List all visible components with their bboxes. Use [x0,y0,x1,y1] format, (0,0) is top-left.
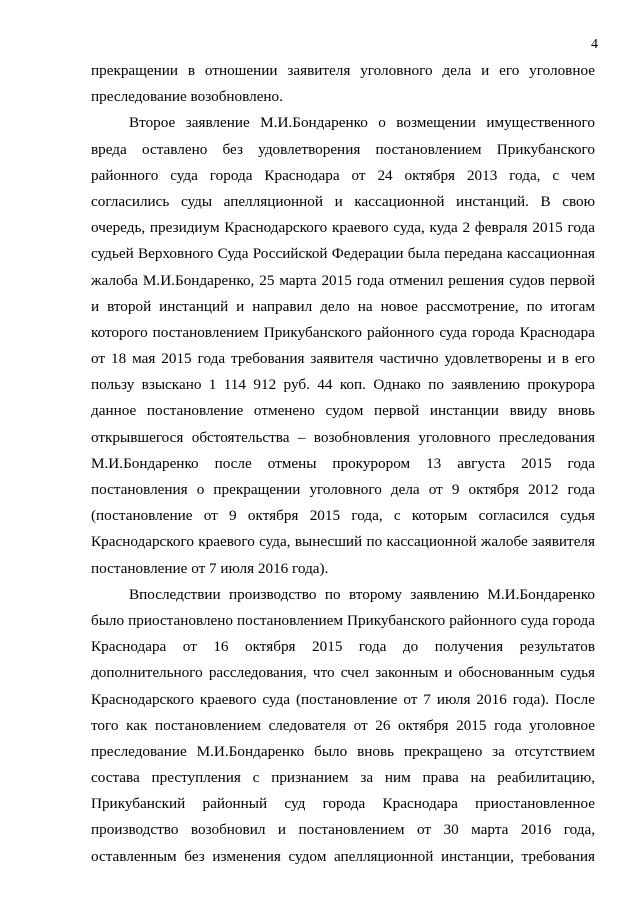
text-line: районного суда города Краснодара от 24 октября 2013 года, с чем [91,166,595,184]
document-body [91,58,595,870]
text-line: Краснодарского краевого суда, вынесший по кассационной жалобе заявителя [91,533,595,551]
text-line: производство возобновил и постановлением от 30 марта 2016 года, [91,821,595,839]
text-line: Прикубанский районный суд города Краснодара приостановленное [91,795,595,813]
text-line: открывшегося обстоятельства – возобновления уголовного преследования [91,428,595,446]
text-line: преследование М.И.Бондаренко было вновь прекращено за отсутствием [91,742,595,760]
text-line: от 18 мая 2015 года требования заявителя частично удовлетворены и в его [91,350,595,368]
paragraph-2 [91,110,595,581]
text-line: Впоследствии производство по второму заявлению М.И.Бондаренко [129,585,595,603]
text-line: постановления о прекращении уголовного дела от 9 октября 2012 года [91,481,595,498]
text-line: Краснодарского краевого суда (постановление от 7 июля 2016 года). После [91,690,595,708]
paragraph-3 [91,582,595,870]
text-line: судьей Верховного Суда Российской Федерации была передана кассационная [91,245,595,263]
text-line: преследование возобновлено. [91,88,283,106]
text-line: которого постановлением Прикубанского районного суда города Краснодара [91,323,595,341]
text-line: пользу взыскано 1 114 912 руб. 44 коп. Однако по заявлению прокурора [91,376,595,394]
paragraph-1 [91,58,595,110]
text-line: оставленным без изменения судом апелляционной инстанции, требования [91,847,595,865]
text-line: очередь, президиум Краснодарского краевого суда, куда 2 февраля 2015 года [91,219,595,237]
text-line: прекращении в отношении заявителя уголовного дела и его уголовное [91,62,595,79]
text-line: данное постановление отменено судом первой инстанции ввиду вновь [91,402,595,420]
text-line: Краснодара от 16 октября 2015 года до получения результатов [91,638,595,656]
text-line: (постановление от 9 октября 2015 года, с которым согласился судья [91,507,595,525]
text-line: согласились суды апелляционной и кассационной инстанций. В свою [91,192,595,210]
text-line: М.И.Бондаренко после отмены прокурором 13 августа 2015 года [91,454,595,472]
text-line: жалоба М.И.Бондаренко, 25 марта 2015 года отменил решения судов первой [91,271,595,289]
text-line: было приостановлено постановлением Прикубанского районного суда города [91,611,595,629]
text-line: дополнительного расследования, что счел законным и обоснованным судья [91,664,595,682]
text-line: состава преступления с признанием за ним права на реабилитацию, [91,769,595,787]
text-line: Второе заявление М.И.Бондаренко о возмещении имущественного [129,114,595,132]
text-line: того как постановлением следователя от 26 октября 2015 года уголовное [91,716,595,734]
text-line: и второй инстанций и направил дело на новое рассмотрение, по итогам [91,297,595,315]
page-number: 4 [591,37,598,52]
text-line: постановление от 7 июля 2016 года). [91,559,329,577]
text-line: вреда оставлено без удовлетворения постановлением Прикубанского [91,140,595,158]
